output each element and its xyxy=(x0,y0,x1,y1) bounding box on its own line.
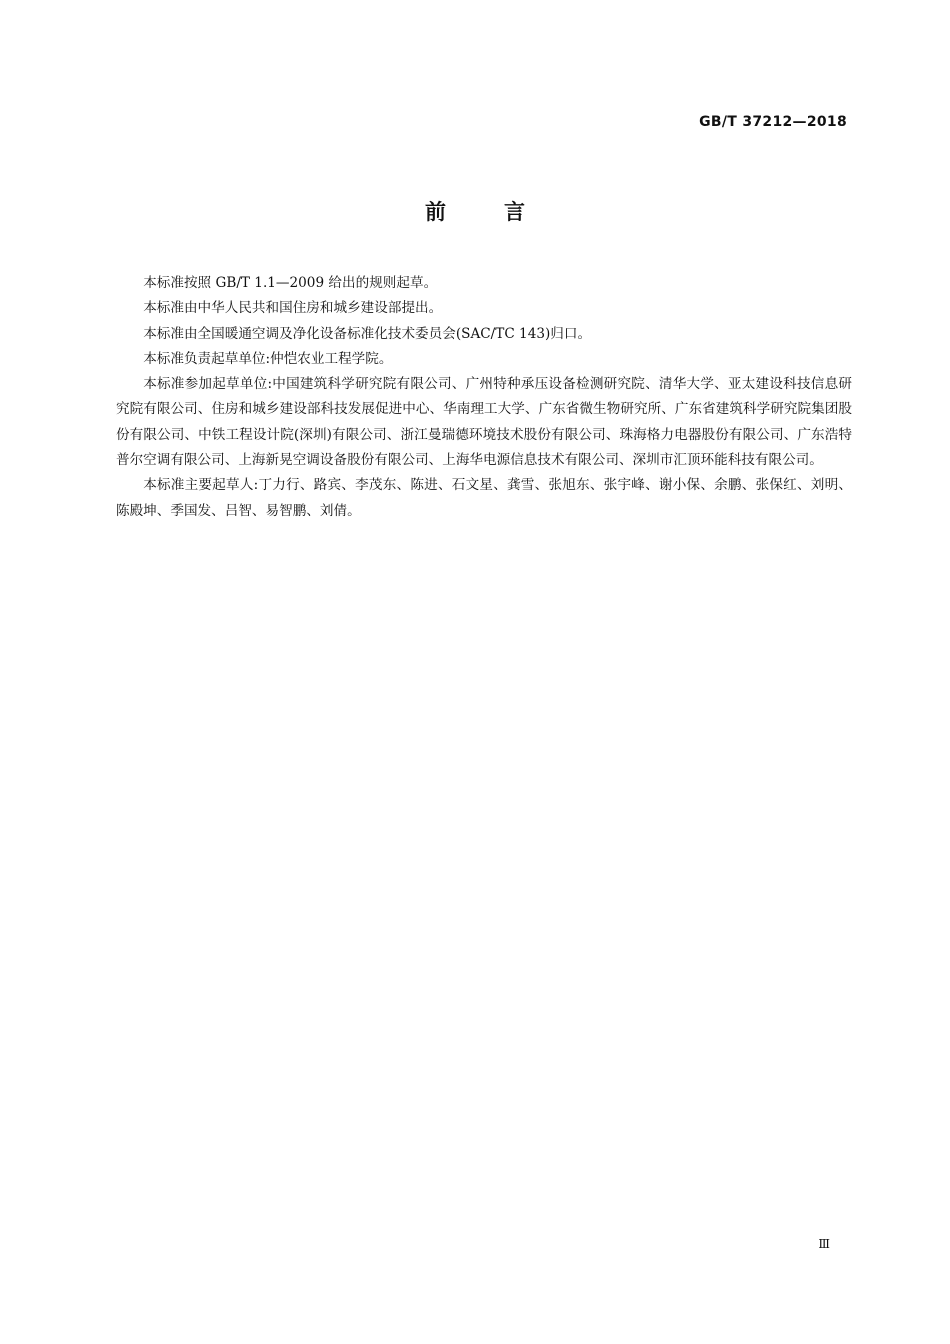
paragraph-drafting-rules: 本标准按照 GB/T 1.1—2009 给出的规则起草。 xyxy=(143,275,438,291)
standard-number: GB/T 37212—2018 xyxy=(699,114,847,130)
paragraph-technical-committee: 本标准由全国暖通空调及净化设备标准化技术委员会(SAC/TC 143)归口。 xyxy=(143,325,592,342)
paragraph-responsible-unit: 本标准负责起草单位:仲恺农业工程学院。 xyxy=(143,350,393,367)
page-title: 前言 xyxy=(425,200,583,224)
page-number: Ⅲ xyxy=(818,1237,830,1251)
paragraph-participating-units: 本标准参加起草单位:中国建筑科学研究院有限公司、广州特种承压设备检测研究院、清华大学、亚太建设科技信息研究院有限公司、住房和城乡建设部科技发展促进中心、华南理工大学、广东省微生物研究所、广东省建筑科学研究院集团股份有限公司、中铁工程设计院(深圳)有限公司、浙江曼瑞德环境技术股份有限公司、珠海格力电器股份有限公司、广东浩特普尔空调有限公司、上海新晃空调设备股份有限公司、上海华电源信息技术有限公司、深圳市汇顶环能科技有限公司。 xyxy=(116,376,852,469)
paragraph-main-drafters: 本标准主要起草人:丁力行、路宾、李茂东、陈进、石文星、龚雪、张旭东、张宇峰、谢小保、余鹏、张保红、刘明、陈殿坤、季国发、吕智、易智鹏、刘倩。 xyxy=(116,477,852,519)
foreword-body xyxy=(116,271,852,524)
paragraph-proposer: 本标准由中华人民共和国住房和城乡建设部提出。 xyxy=(143,300,443,317)
